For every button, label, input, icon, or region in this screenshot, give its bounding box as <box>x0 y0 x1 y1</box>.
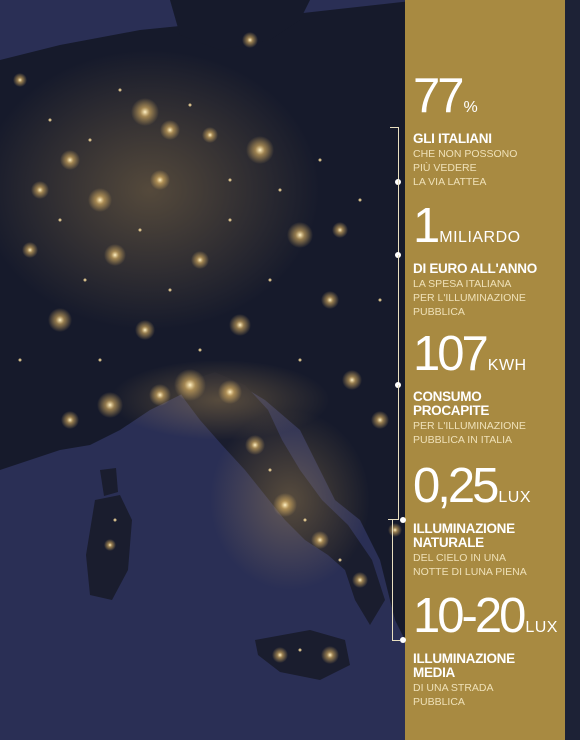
stat-milky-way <box>413 69 563 189</box>
stat-desc-line: PUBBLICA <box>413 306 465 318</box>
stat-consumption <box>413 327 563 447</box>
stat-value: 107 <box>413 327 486 381</box>
stat-unit: MILIARDO <box>439 229 521 246</box>
stat-desc-line: PUBBLICA <box>413 696 465 708</box>
connector-line-2 <box>398 180 399 255</box>
stat-value-row <box>413 199 563 260</box>
connector-line-3 <box>398 255 399 385</box>
stat-unit: KWH <box>487 357 527 374</box>
connector-dot-5 <box>400 637 406 643</box>
stat-street-light <box>413 589 563 709</box>
stat-value-row <box>413 589 563 650</box>
connector-dot-4 <box>400 517 406 523</box>
stat-description <box>413 419 563 447</box>
connector-tick-4 <box>388 519 399 520</box>
stat-headline: DI EURO ALL'ANNO <box>413 261 537 276</box>
stat-desc-line: DI UNA STRADA <box>413 682 494 694</box>
connector-line-1 <box>398 127 399 182</box>
stat-desc-line: PIÙ VEDERE <box>413 162 477 174</box>
stat-description <box>413 551 563 579</box>
stat-value-row <box>413 327 563 388</box>
stat-desc-line: PER L'ILLUMINAZIONE <box>413 292 526 304</box>
connector-tick-1 <box>390 127 399 128</box>
right-map-edge <box>565 0 580 740</box>
stat-value: 1 <box>413 199 438 253</box>
stat-desc-line: CHE NON POSSONO <box>413 148 518 160</box>
stat-unit: LUX <box>498 489 531 506</box>
stat-value: 77 <box>413 69 462 123</box>
stat-desc-line: LA VIA LATTEA <box>413 176 487 188</box>
stat-description <box>413 681 563 709</box>
stat-description <box>413 277 563 319</box>
stat-desc-line: PUBBLICA IN ITALIA <box>413 434 513 446</box>
stat-natural-light <box>413 459 563 579</box>
stat-desc-line: DEL CIELO IN UNA <box>413 552 506 564</box>
stat-value-row <box>413 459 563 520</box>
stat-description <box>413 147 563 189</box>
connector-line-4 <box>398 385 399 520</box>
stat-headline: ILLUMINAZIONE NATURALE <box>413 521 515 550</box>
stat-value: 0,25 <box>413 459 497 513</box>
connector-tick-5 <box>392 640 400 641</box>
stat-value-row <box>413 69 563 130</box>
stat-headline: GLI ITALIANI <box>413 131 492 146</box>
stat-headline: CONSUMO PROCAPITE <box>413 389 490 418</box>
stat-value: 10-20 <box>413 589 524 643</box>
connector-line-5 <box>392 520 393 640</box>
stat-unit: % <box>463 99 479 116</box>
stat-spending <box>413 199 563 319</box>
stat-unit: LUX <box>525 619 558 636</box>
stat-desc-line: PER L'ILLUMINAZIONE <box>413 420 526 432</box>
stat-desc-line: LA SPESA ITALIANA <box>413 278 512 290</box>
stat-headline: ILLUMINAZIONE MEDIA <box>413 651 515 680</box>
stat-desc-line: NOTTE DI LUNA PIENA <box>413 566 527 578</box>
